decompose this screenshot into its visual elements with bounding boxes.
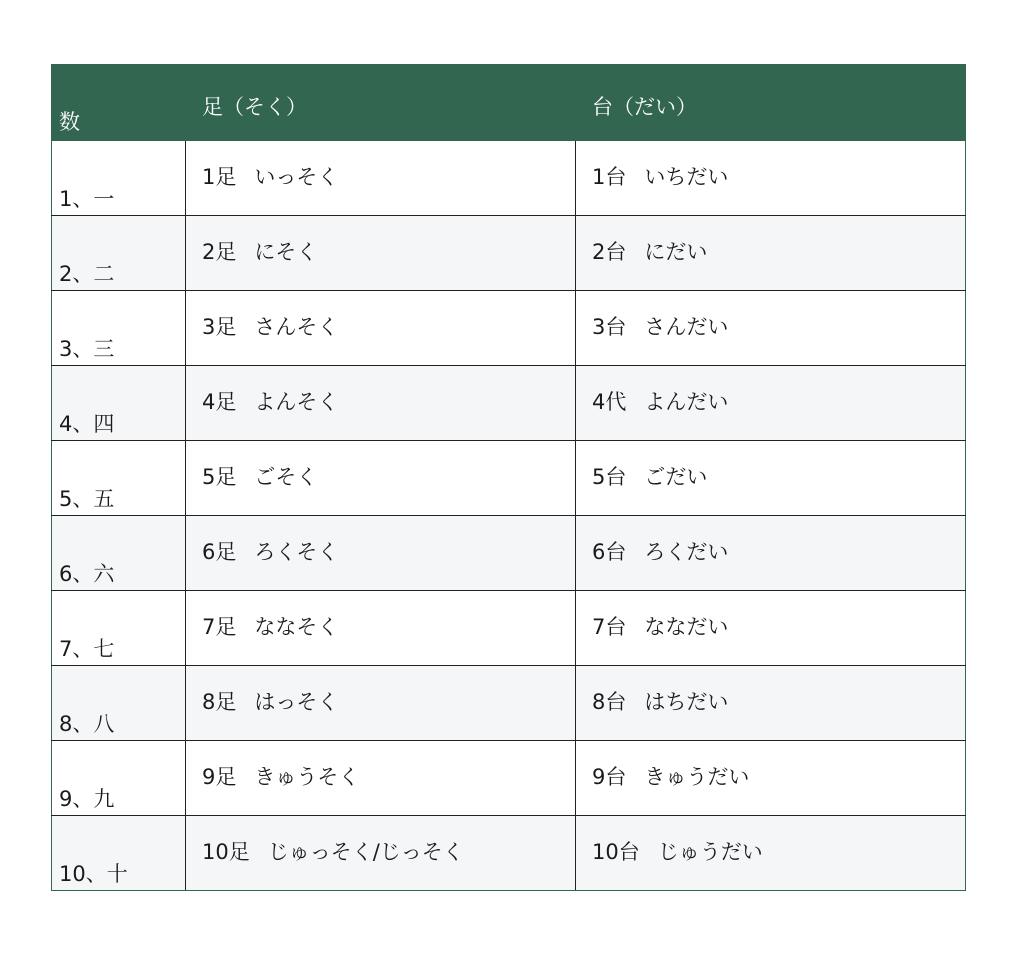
number-cell: 6、六 — [52, 516, 186, 591]
dai-cell — [576, 291, 966, 366]
dai-reading: じゅうだい — [657, 840, 763, 864]
dai-cell — [576, 441, 966, 516]
soku-reading: ななそく — [254, 615, 339, 639]
table-row — [52, 441, 966, 516]
soku-cell — [186, 141, 576, 216]
soku-kanji: 5足 — [202, 465, 237, 489]
header-number: 数 — [52, 65, 186, 141]
header-row — [52, 65, 966, 141]
soku-kanji: 1足 — [202, 165, 237, 189]
dai-reading: いちだい — [644, 165, 729, 189]
dai-cell — [576, 366, 966, 441]
header-soku: 足（そく） — [186, 65, 576, 141]
table-row — [52, 141, 966, 216]
table-row — [52, 666, 966, 741]
soku-reading: ろくそく — [254, 540, 339, 564]
dai-cell — [576, 816, 966, 891]
table-row — [52, 366, 966, 441]
dai-reading: にだい — [644, 240, 708, 264]
dai-kanji: 8台 — [592, 690, 627, 714]
soku-kanji: 8足 — [202, 690, 237, 714]
number-cell: 10、十 — [52, 816, 186, 891]
soku-kanji: 9足 — [202, 765, 237, 789]
number-cell: 9、九 — [52, 741, 186, 816]
table-row — [52, 816, 966, 891]
table-row — [52, 741, 966, 816]
soku-cell — [186, 216, 576, 291]
dai-reading: ななだい — [644, 615, 729, 639]
soku-cell — [186, 741, 576, 816]
soku-reading: ごそく — [254, 465, 318, 489]
soku-kanji: 4足 — [202, 390, 237, 414]
soku-reading: きゅうそく — [254, 765, 360, 789]
dai-kanji: 9台 — [592, 765, 627, 789]
dai-cell — [576, 591, 966, 666]
soku-kanji: 7足 — [202, 615, 237, 639]
soku-cell — [186, 366, 576, 441]
number-cell: 2、二 — [52, 216, 186, 291]
soku-cell — [186, 291, 576, 366]
soku-reading: にそく — [254, 240, 318, 264]
dai-kanji: 2台 — [592, 240, 627, 264]
table-row — [52, 291, 966, 366]
soku-reading: はっそく — [254, 690, 339, 714]
soku-kanji: 6足 — [202, 540, 237, 564]
soku-reading: いっそく — [254, 165, 339, 189]
dai-kanji: 7台 — [592, 615, 627, 639]
dai-reading: きゅうだい — [644, 765, 750, 789]
table-row — [52, 516, 966, 591]
dai-cell — [576, 666, 966, 741]
soku-cell — [186, 816, 576, 891]
soku-kanji: 2足 — [202, 240, 237, 264]
soku-kanji: 3足 — [202, 315, 237, 339]
soku-cell — [186, 591, 576, 666]
number-cell: 1、一 — [52, 141, 186, 216]
dai-cell — [576, 216, 966, 291]
table-body — [52, 141, 966, 891]
dai-reading: さんだい — [644, 315, 729, 339]
dai-reading: よんだい — [644, 390, 729, 414]
number-cell: 7、七 — [52, 591, 186, 666]
dai-reading: ろくだい — [644, 540, 729, 564]
dai-reading: ごだい — [644, 465, 708, 489]
number-cell: 4、四 — [52, 366, 186, 441]
soku-cell — [186, 441, 576, 516]
dai-cell — [576, 516, 966, 591]
number-cell: 3、三 — [52, 291, 186, 366]
soku-reading: さんそく — [254, 315, 339, 339]
counter-table — [51, 64, 966, 891]
table-row — [52, 216, 966, 291]
soku-cell — [186, 666, 576, 741]
dai-kanji: 6台 — [592, 540, 627, 564]
header-dai: 台（だい） — [576, 65, 966, 141]
dai-cell — [576, 141, 966, 216]
soku-kanji: 10足 — [202, 840, 250, 864]
table-row — [52, 591, 966, 666]
dai-kanji: 1台 — [592, 165, 627, 189]
soku-reading: じゅっそく/じっそく — [267, 840, 464, 864]
dai-kanji: 5台 — [592, 465, 627, 489]
table-header — [52, 65, 966, 141]
dai-kanji: 10台 — [592, 840, 640, 864]
soku-cell — [186, 516, 576, 591]
soku-reading: よんそく — [254, 390, 339, 414]
number-cell: 5、五 — [52, 441, 186, 516]
number-cell: 8、八 — [52, 666, 186, 741]
dai-cell — [576, 741, 966, 816]
dai-reading: はちだい — [644, 690, 729, 714]
dai-kanji: 4代 — [592, 390, 627, 414]
dai-kanji: 3台 — [592, 315, 627, 339]
